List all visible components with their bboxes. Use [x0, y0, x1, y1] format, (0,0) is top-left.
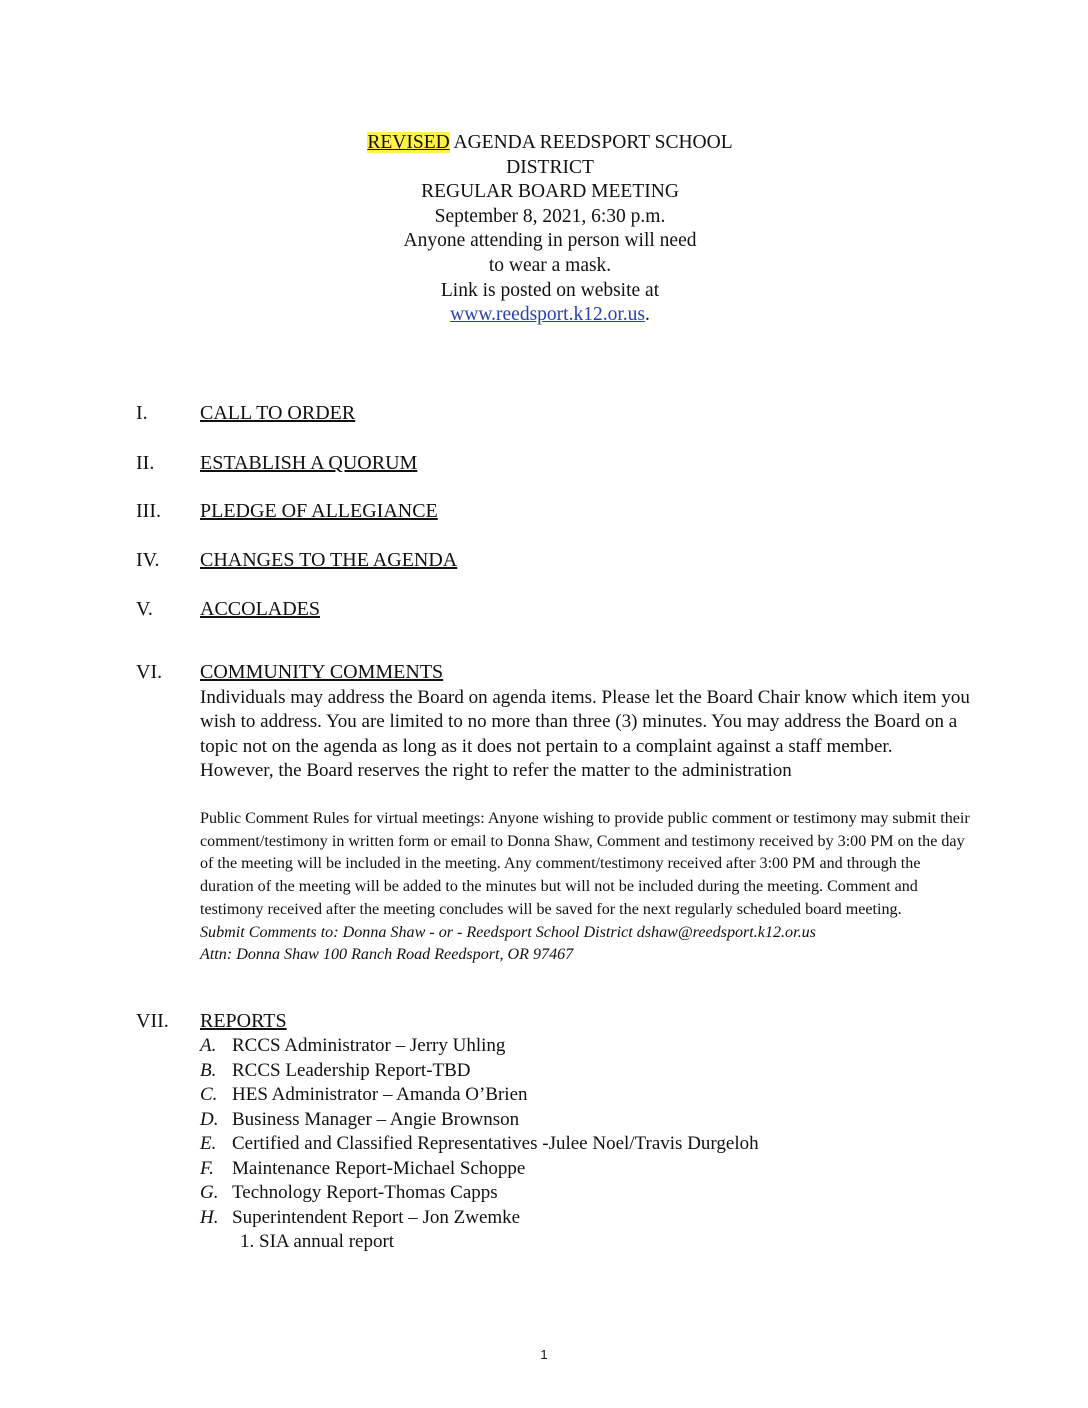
report-text: Superintendent Report – Jon Zwemke — [232, 1206, 521, 1228]
report-text: RCCS Administrator – Jerry Uhling — [232, 1035, 506, 1056]
report-item — [200, 1034, 759, 1059]
agenda-title-line2: DISTRICT — [506, 156, 594, 178]
report-item — [200, 1132, 759, 1157]
agenda-title-text: AGENDA REEDSPORT SCHOOL — [449, 132, 733, 153]
report-text: Certified and Classified Representatives -Julee Noel/Travis Durgeloh — [232, 1133, 759, 1154]
report-letter: E. — [200, 1133, 217, 1154]
section-title-pledge: PLEDGE OF ALLEGIANCE — [200, 500, 438, 522]
report-text: Technology Report-Thomas Capps — [232, 1182, 498, 1203]
meeting-date-time: September 8, 2021, 6:30 p.m. — [434, 205, 666, 227]
report-subitem: 1. SIA annual report — [240, 1231, 395, 1252]
agenda-header — [340, 131, 760, 328]
report-item — [200, 1157, 759, 1182]
agenda-title-line — [340, 131, 760, 156]
report-text: Business Manager – Angie Brownson — [232, 1108, 520, 1130]
report-text: RCCS Leadership Report-TBD — [232, 1059, 471, 1081]
report-item — [200, 1181, 759, 1206]
report-letter: A. — [200, 1035, 217, 1056]
report-letter: G. — [200, 1182, 219, 1203]
report-item — [200, 1108, 759, 1133]
report-letter: C. — [200, 1084, 218, 1105]
report-letter: H. — [200, 1206, 219, 1228]
mask-notice-line2: to wear a mask. — [488, 254, 612, 276]
page-number: 1 — [540, 1347, 548, 1362]
website-link[interactable]: www.reedsport.k12.or.us — [450, 304, 645, 326]
report-text: Maintenance Report-Michael Schoppe — [232, 1157, 526, 1179]
section-title-community-comments: COMMUNITY COMMENTS — [200, 661, 444, 683]
public-comment-rules-text: Public Comment Rules for virtual meetings: Anyone wishing to provide public comment or testimony may submit their comment/testimony in written form or email to Donna Shaw, Comment and testimony received by 3:00 PM on the day of the meeting will be included in the meeting. Any comment/testimony received after 3:00 PM and through the duration of the meeting will be added to the minutes but will not be included during the meeting. Comment and testimony received after the meeting concludes will be saved for the next regularly scheduled board meeting. — [200, 810, 970, 918]
section-number-7: VII. — [136, 1010, 169, 1032]
revised-highlight: REVISED — [367, 132, 450, 153]
link-notice: Link is posted on website at — [440, 279, 660, 301]
public-comment-rules — [200, 808, 975, 967]
section-title-changes-to-agenda: CHANGES TO THE AGENDA — [200, 549, 458, 571]
section-number-4: IV. — [136, 549, 160, 571]
report-item — [200, 1206, 759, 1231]
mask-notice-line1: Anyone attending in person will need — [403, 230, 697, 252]
report-letter: B. — [200, 1059, 217, 1081]
section-title-establish-quorum: ESTABLISH A QUORUM — [200, 452, 418, 474]
report-text: HES Administrator – Amanda O’Brien — [232, 1084, 528, 1105]
section-title-reports: REPORTS — [200, 1010, 287, 1032]
meeting-type: REGULAR BOARD MEETING — [421, 181, 679, 203]
attn-address-line: Attn: Donna Shaw 100 Ranch Road Reedsport, OR 97467 — [200, 946, 574, 964]
reports-list — [200, 1034, 759, 1255]
community-comments-body: Individuals may address the Board on agenda items. Please let the Board Chair know which item you wish to address. You are limited to no more than three (3) minutes. You may address the Board on a topic not on the agenda as long as it does not pertain to a complaint against a staff member. However, the Board reserves the right to refer the matter to the administration — [200, 687, 970, 781]
report-letter: D. — [200, 1108, 219, 1130]
website-line — [340, 303, 760, 328]
section-number-1: I. — [136, 402, 148, 424]
section-title-call-to-order: CALL TO ORDER — [200, 402, 356, 424]
section-title-accolades: ACCOLADES — [200, 598, 321, 620]
section-number-3: III. — [136, 500, 161, 522]
report-item — [200, 1059, 759, 1084]
section-number-5: V. — [136, 598, 153, 620]
website-period: . — [644, 304, 650, 326]
submit-comments-line: Submit Comments to: Donna Shaw - or - Reedsport School District dshaw@reedsport.k12.or.us — [200, 923, 816, 941]
section-number-6: VI. — [136, 661, 163, 683]
report-item — [200, 1083, 759, 1108]
report-letter: F. — [200, 1157, 214, 1179]
section-number-2: II. — [136, 452, 155, 474]
